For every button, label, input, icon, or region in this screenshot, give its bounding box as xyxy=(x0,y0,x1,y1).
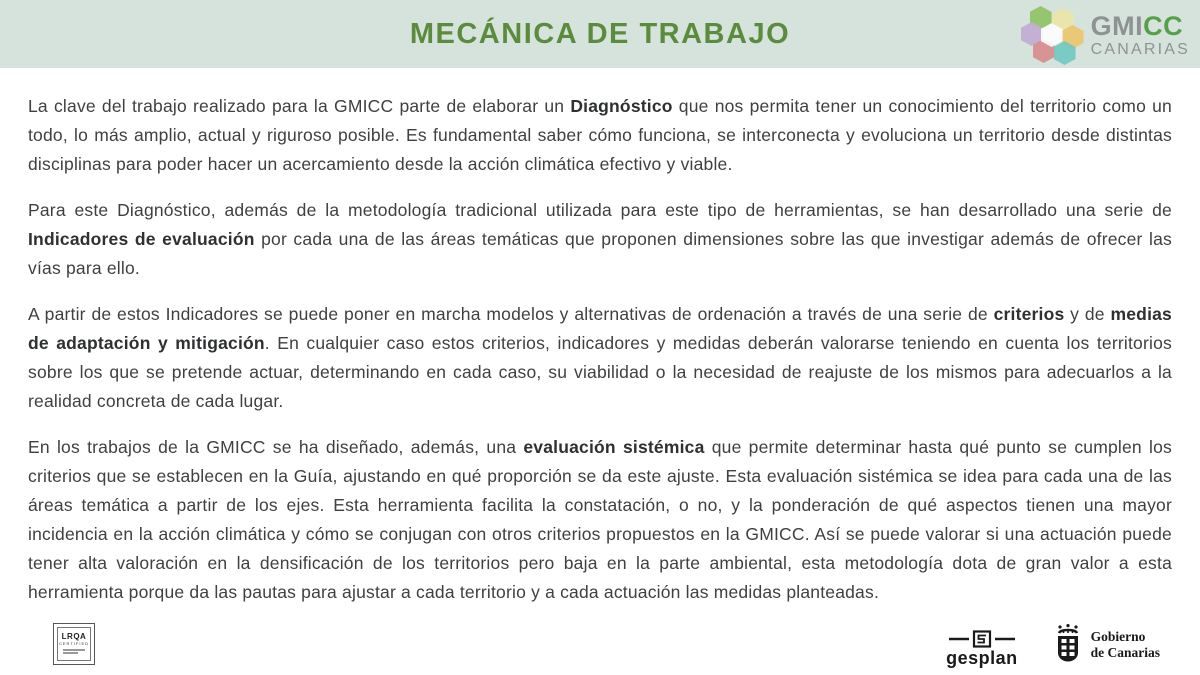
gesplan-logo xyxy=(946,630,1018,667)
gobierno-canarias-shield-icon xyxy=(1052,623,1084,667)
gmicc-logo-name: GMICC xyxy=(1090,10,1184,41)
gmicc-logo-text xyxy=(1090,10,1190,58)
gmicc-logo xyxy=(1021,5,1190,65)
gmicc-hexagons-icon xyxy=(1021,5,1083,65)
gmicc-logo-subtitle: CANARIAS xyxy=(1090,40,1190,58)
header-band xyxy=(0,0,1200,68)
footer-logos-right xyxy=(946,623,1160,667)
gobierno-canarias-logo xyxy=(1052,623,1160,667)
paragraph: A partir de estos Indicadores se puede poner en marcha modelos y alternativas de ordenación a través de una serie de criterios y de medias de adaptación y mitigación. En cualquier caso estos criterios, indicadores y medidas deberán valorarse teniendo en cuenta los territorios sobre los que se pretende actuar, determinando en cada caso, su viabilidad o la necesidad de reajuste de los mismos para adecuarlos a la realidad concreta de cada lugar. xyxy=(28,304,1172,411)
footer xyxy=(0,615,1200,675)
paragraph: Para este Diagnóstico, además de la metodología tradicional utilizada para este tipo de herramientas, se han desarrollado una serie de Indicadores de evaluación por cada una de las áreas temáticas que proponen dimensiones sobre las que investigar además de ofrecer las vías para ello. xyxy=(28,200,1172,278)
gobierno-canarias-text: Gobierno de Canarias xyxy=(1090,629,1160,660)
lrqa-certified-text: CERTIFIED xyxy=(58,641,90,646)
paragraph: En los trabajos de la GMICC se ha diseñado, además, una evaluación sistémica que permite determinar hasta qué punto se cumplen los criterios que se establecen en la Guía, ajustando en qué proporción se da este ajuste. Esta evaluación sistémica se idea para cada una de las áreas temática a partir de los ejes. Esta herramienta facilita la constatación, o no, y la ponderación de qué aspectos tienen una mayor incidencia en la acción climática y cómo se conjugan con otros criterios propuestos en la GMICC. Así se puede valorar si una actuación puede tener alta valoración en la densificación de los territorios pero baja en la parte ambiental, esta metodología dota de gran valor a esta herramienta porque da las pautas para ajustar a cada territorio y a cada actuación las medidas planteadas. xyxy=(28,437,1172,602)
page-title: MECÁNICA DE TRABAJO xyxy=(409,17,791,50)
lrqa-badge-inner xyxy=(57,627,91,661)
lrqa-certified-badge xyxy=(53,623,95,665)
gesplan-icon xyxy=(949,630,1015,648)
body-paragraphs xyxy=(0,68,1200,607)
lrqa-fineprint-lines xyxy=(63,649,85,655)
lrqa-logo-text: LRQA xyxy=(61,632,87,641)
paragraph: La clave del trabajo realizado para la GMICC parte de elaborar un Diagnóstico que nos permita tener un conocimiento del territorio como un todo, lo más amplio, actual y riguroso posible. Es fundamental saber cómo funciona, se interconecta y evoluciona un territorio desde distintas disciplinas para poder hacer un acercamiento desde la acción climática efectivo y viable. xyxy=(28,96,1172,174)
gesplan-logo-text: gesplan xyxy=(946,648,1018,668)
